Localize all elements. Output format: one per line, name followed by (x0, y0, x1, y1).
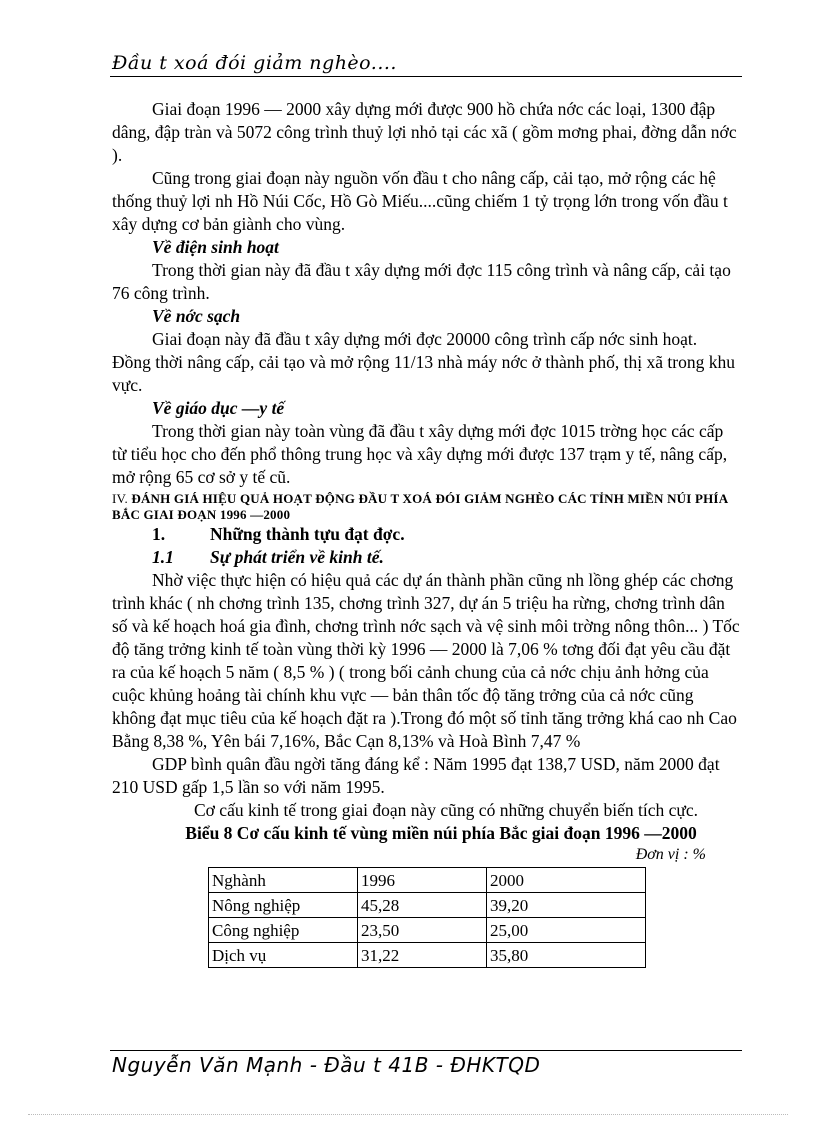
section-iv-heading (112, 491, 740, 523)
header-rule (110, 76, 742, 77)
table-cell: 23,50 (358, 918, 487, 943)
table-cell: Nghành (209, 868, 358, 893)
table-cell: 2000 (487, 868, 646, 893)
table-title: Biểu 8 Cơ cấu kinh tế vùng miền núi phía Bắc giai đoạn 1996 —2000 (185, 823, 697, 843)
page-footer: Nguyễn Văn Mạnh - Đầu t 41B - ĐHKTQD (112, 1053, 541, 1077)
table-cell: 39,20 (487, 893, 646, 918)
heading-1-1-number: 1.1 (152, 547, 174, 567)
heading-clean-water: Về nớc sạch (152, 306, 241, 326)
table-row (209, 943, 646, 968)
heading-1 (152, 523, 740, 546)
table-cell: 25,00 (487, 918, 646, 943)
footer-rule (110, 1050, 742, 1051)
table-header-row (209, 868, 646, 893)
paragraph-irrigation-upgrade: Cũng trong giai đoạn này nguồn vốn đầu t cho nâng cấp, cải tạo, mở rộng các hệ thống thuỷ lợi nh Hồ Núi Cốc, Hồ Gò Miếu....cũng chiếm 1 tỷ trọng lớn trong vốn đầu t xây dựng cơ bản giành cho vùng. (112, 168, 728, 234)
heading-1-title: Những thành tựu đạt đợc. (210, 524, 405, 544)
paragraph-structure: Cơ cấu kinh tế trong giai đoạn này cũng có những chuyển biến tích cực. (194, 800, 698, 820)
table-cell: Nông nghiệp (209, 893, 358, 918)
table-cell: Dịch vụ (209, 943, 358, 968)
paragraph-electricity: Trong thời gian này đã đầu t xây dựng mới đợc 115 công trình và nâng cấp, cải tạo 76 công trình. (112, 260, 731, 303)
economic-structure-table (208, 867, 646, 968)
table-row (209, 893, 646, 918)
table-row (209, 918, 646, 943)
heading-electricity: Về điện sinh hoạt (152, 237, 279, 257)
document-body (112, 98, 740, 968)
page-header: Đầu t xoá đói giảm nghèo.... (112, 52, 397, 74)
table-cell: 35,80 (487, 943, 646, 968)
table-cell: 31,22 (358, 943, 487, 968)
paragraph-clean-water: Giai đoạn này đã đầu t xây dựng mới đợc 20000 công trình cấp nớc sinh hoạt. Đồng thời nâng cấp, cải tạo và mở rộng 11/13 nhà máy nớc ở thành phố, thị xã trong khu vực. (112, 329, 735, 395)
heading-education-health: Về giáo dục —y tế (152, 398, 285, 418)
section-iv-number: IV. (112, 491, 128, 506)
table-cell: 1996 (358, 868, 487, 893)
heading-1-1 (152, 546, 740, 569)
table-cell: Công nghiệp (209, 918, 358, 943)
heading-1-1-title: Sự phát triển về kinh tế. (210, 547, 384, 567)
section-iv-title: ĐÁNH GIÁ HIỆU QUẢ HOẠT ĐỘNG ĐẦU T XOÁ ĐÓI GIẢM NGHÈO CÁC TỈNH MIỀN NÚI PHÍA BẮC GIAI ĐOẠN 1996 —2000 (112, 491, 728, 522)
table-unit: Đơn vị : % (635, 846, 706, 863)
paragraph-gdp: GDP bình quân đầu ngời tăng đáng kể : Năm 1995 đạt 138,7 USD, năm 2000 đạt 210 USD gấp 1,5 lần so với năm 1995. (112, 754, 720, 797)
heading-1-number: 1. (152, 524, 166, 544)
paragraph-growth: Nhờ việc thực hiện có hiệu quả các dự án thành phần cũng nh lồng ghép các chơng trình khác ( nh chơng trình 135, chơng trình 327, dự án 5 triệu ha rừng, chơng trình dân số và kế hoạch hoá gia đình, chơng trình nớc sạch và vệ sinh môi trờng nông thôn... ) Tốc độ tăng trởng kinh tế toàn vùng thời kỳ 1996 — 2000 là 7,06 % tơng đối đạt yêu cầu đặt ra của kế hoạch 5 năm ( 8,5 % ) ( trong bối cảnh chung của cả nớc chịu ảnh hởng của cuộc khủng hoảng tài chính khu vực — bản thân tốc độ tăng trởng của cả nớc cũng không đạt mục tiêu của kế hoạch đặt ra ).Trong đó một số tỉnh tăng trởng khá cao nh Cao Bằng 8,38 %, Yên bái 7,16%, Bắc Cạn 8,13% và Hoà Bình 7,47 % (112, 570, 740, 751)
page-edge-dots (28, 1114, 788, 1115)
paragraph-irrigation: Giai đoạn 1996 — 2000 xây dựng mới được 900 hồ chứa nớc các loại, 1300 đập dâng, đập tràn và 5072 công trình thuỷ lợi nhỏ tại các xã ( gồm mơng phai, đờng dẫn nớc ). (112, 99, 737, 165)
paragraph-education-health: Trong thời gian này toàn vùng đã đầu t xây dựng mới đợc 1015 trờng học các cấp từ tiểu học cho đến phổ thông trung học và xây dựng mới được 137 trạm y tế, nâng cấp, mở rộng 65 cơ sở y tế cũ. (112, 421, 728, 487)
table-cell: 45,28 (358, 893, 487, 918)
